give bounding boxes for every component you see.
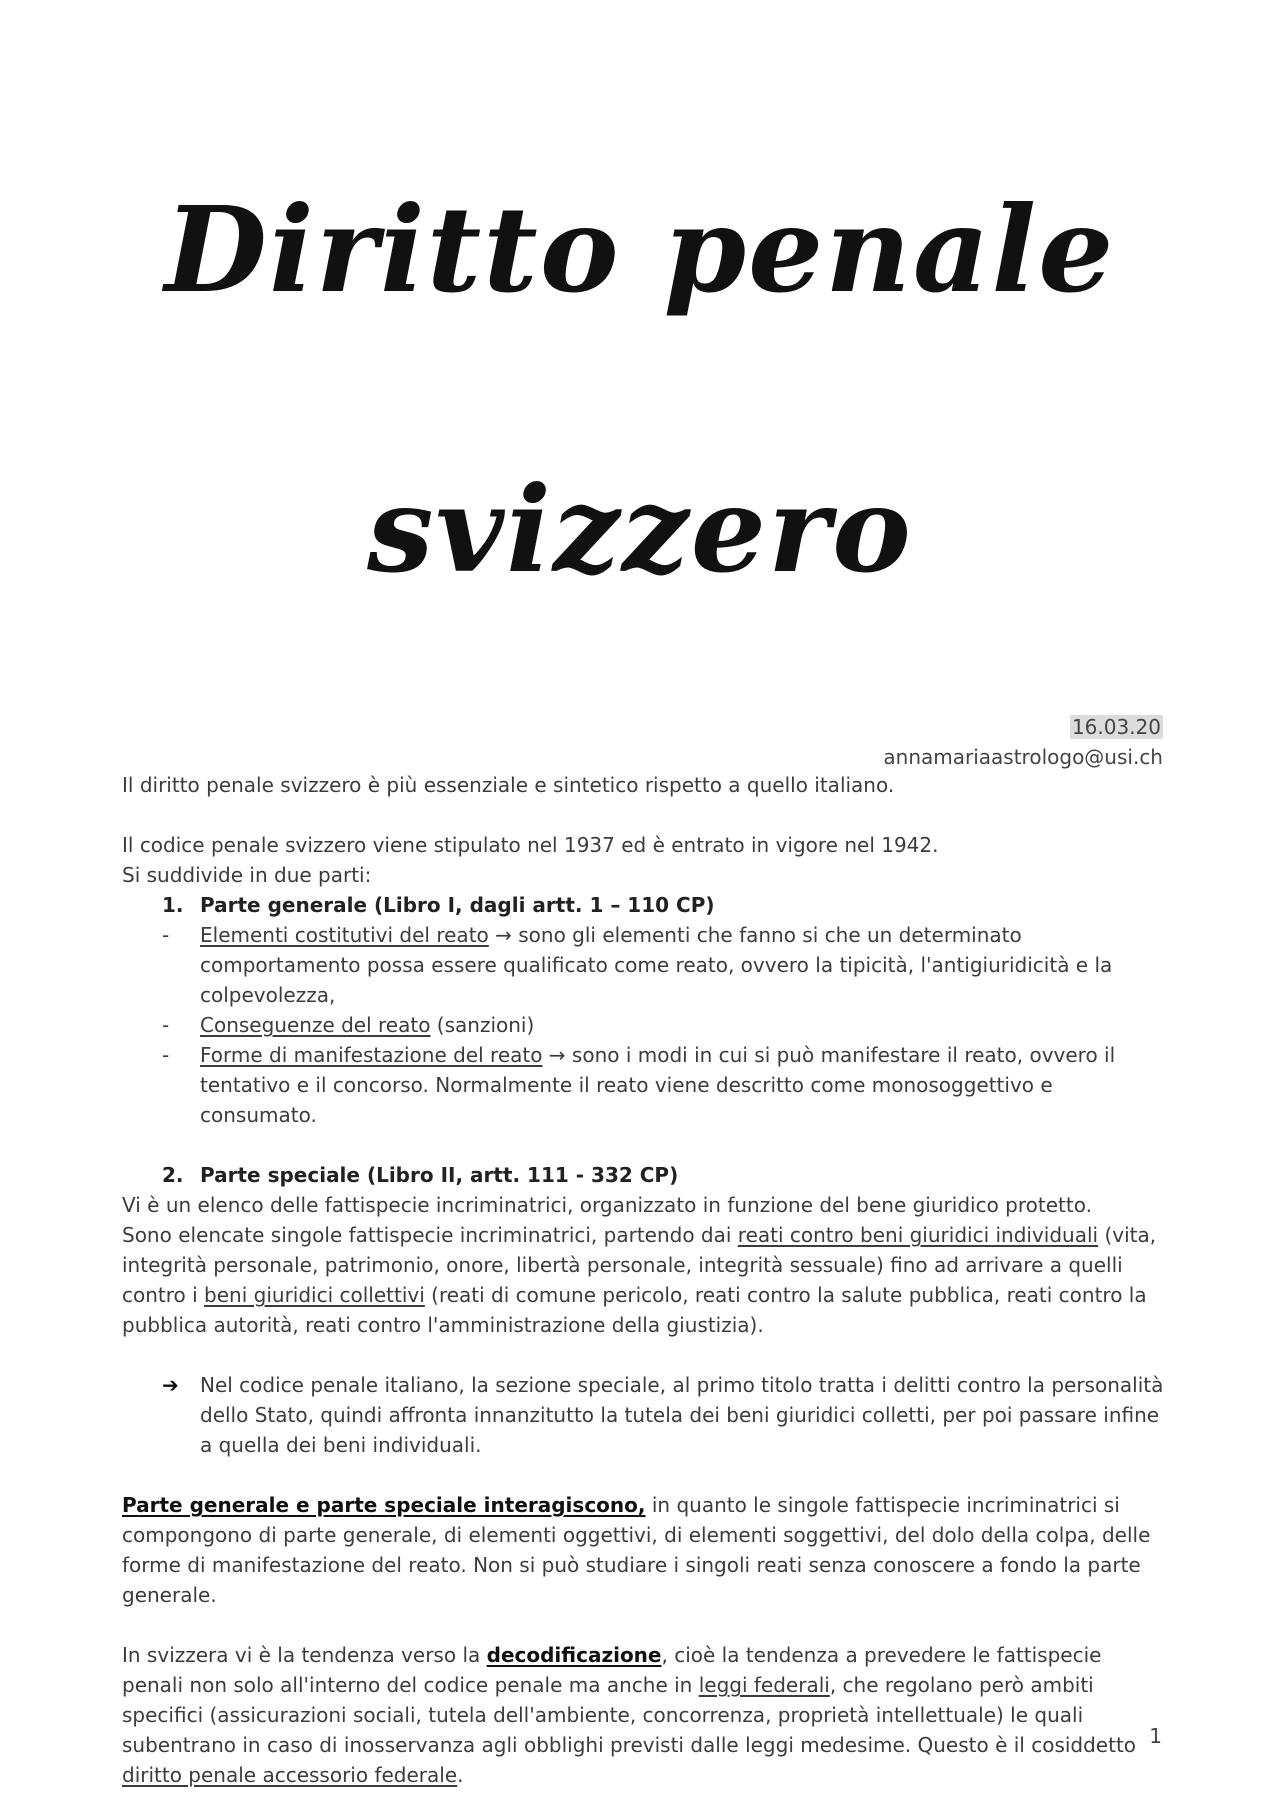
list-item-text: → sono i modi in cui si può manifestare il reato, ovvero il tentativo e il concorso. Normalmente il reato viene descritto come monosoggettivo e consumato. bbox=[200, 1043, 1116, 1127]
codice-subdivision: Si suddivide in due parti: bbox=[122, 863, 372, 887]
decodification-paragraph: In svizzera vi è la tendenza verso la decodificazione, cioè la tendenza a prevedere le fattispecie penali non solo all'interno del codice penale ma anche in leggi federali, che regolano però ambiti specifici (assicurazioni sociali, tutela dell'ambiente, concorrenza, proprietà intellettuale) le quali subentrano in caso di inosservanza agli obblighi previsti dalle leggi medesime. Questo è il cosiddetto diritto penale accessorio federale. bbox=[122, 1643, 1137, 1787]
interplay-heading: Parte generale e parte speciale interagiscono, bbox=[122, 1493, 646, 1517]
part2-heading bbox=[162, 1160, 1167, 1190]
title-line-2: svizzero bbox=[367, 460, 913, 599]
individual-goods-term: reati contro beni giuridici individuali bbox=[737, 1223, 1099, 1247]
author-email: annamariaastrologo@usi.ch bbox=[883, 745, 1163, 769]
list-item-text: (sanzioni) bbox=[430, 1013, 535, 1037]
list-item: - Elementi costitutivi del reato → sono gli elementi che fanno si che un determinato comportamento possa essere qualificato come reato, ovvero la tipicità, l'antigiuridicità e la colpevolezza, bbox=[162, 923, 1113, 1007]
codice-paragraph: Il codice penale svizzero viene stipulato nel 1937 ed è entrato in vigore nel 1942. bbox=[122, 833, 939, 857]
document-body bbox=[122, 770, 1167, 1790]
part1-heading bbox=[162, 890, 1167, 920]
note-item bbox=[162, 1370, 1167, 1460]
accessory-law-term: diritto penale accessorio federale bbox=[122, 1763, 458, 1787]
list-item-label: Conseguenze del reato bbox=[200, 1013, 431, 1037]
arrow-icon: ➔ bbox=[162, 1373, 179, 1397]
interplay-paragraph: Parte generale e parte speciale interagiscono, in quanto le singole fattispecie incriminatrici si compongono di parte generale, di elementi oggettivi, di elementi soggettivi, del dolo della colpa, delle forme di manifestazione del reato. Non si può studiare i singoli reati senza conoscere a fondo la parte generale. bbox=[122, 1493, 1151, 1607]
document-meta bbox=[883, 712, 1163, 772]
date-stamp: 16.03.20 bbox=[1071, 715, 1161, 739]
part2-paragraph-2: Sono elencate singole fattispecie incriminatrici, partendo dai reati contro beni giuridici individuali (vita, integrità personale, patrimonio, onore, libertà personale, integrità sessuale) fino ad arrivare a quelli contro i beni giuridici collettivi (reati di comune pericolo, reati contro la salute pubblica, reati contro la pubblica autorità, reati contro l'amministrazione della giustizia). bbox=[122, 1223, 1157, 1337]
document-title bbox=[0, 170, 1280, 610]
part1-title: Parte generale (Libro I, dagli artt. 1 – 110 CP) bbox=[200, 893, 715, 917]
intro-paragraph: Il diritto penale svizzero è più essenziale e sintetico rispetto a quello italiano. bbox=[122, 773, 895, 797]
part2-title: Parte speciale (Libro II, artt. 111 - 332 CP) bbox=[200, 1163, 679, 1187]
note-text: Nel codice penale italiano, la sezione speciale, al primo titolo tratta i delitti contro la personalità dello Stato, quindi affronta innanzitutto la tutela dei beni giuridici colletti, per poi passare infine a quella dei beni individuali. bbox=[200, 1373, 1164, 1457]
list-item: - Conseguenze del reato (sanzioni) bbox=[162, 1013, 535, 1037]
federal-laws-term: leggi federali bbox=[698, 1673, 830, 1697]
page-number: 1 bbox=[1149, 1724, 1162, 1748]
part1-number: 1. bbox=[162, 893, 184, 917]
list-item-label: Elementi costitutivi del reato bbox=[200, 923, 489, 947]
list-item: - Forme di manifestazione del reato → sono i modi in cui si può manifestare il reato, ovvero il tentativo e il concorso. Normalmente il reato viene descritto come monosoggettivo e consumato. bbox=[162, 1043, 1116, 1127]
part2-number: 2. bbox=[162, 1163, 184, 1187]
collective-goods-term: beni giuridici collettivi bbox=[204, 1283, 425, 1307]
list-item-label: Forme di manifestazione del reato bbox=[200, 1043, 543, 1067]
list-item-text: → sono gli elementi che fanno si che un determinato comportamento possa essere qualificato come reato, ovvero la tipicità, l'antigiuridicità e la colpevolezza, bbox=[200, 923, 1113, 1007]
part2-paragraph-1: Vi è un elenco delle fattispecie incriminatrici, organizzato in funzione del bene giuridico protetto. bbox=[122, 1193, 1092, 1217]
decodification-term: decodificazione bbox=[486, 1643, 662, 1667]
title-line-1: Diritto penale bbox=[164, 180, 1116, 319]
